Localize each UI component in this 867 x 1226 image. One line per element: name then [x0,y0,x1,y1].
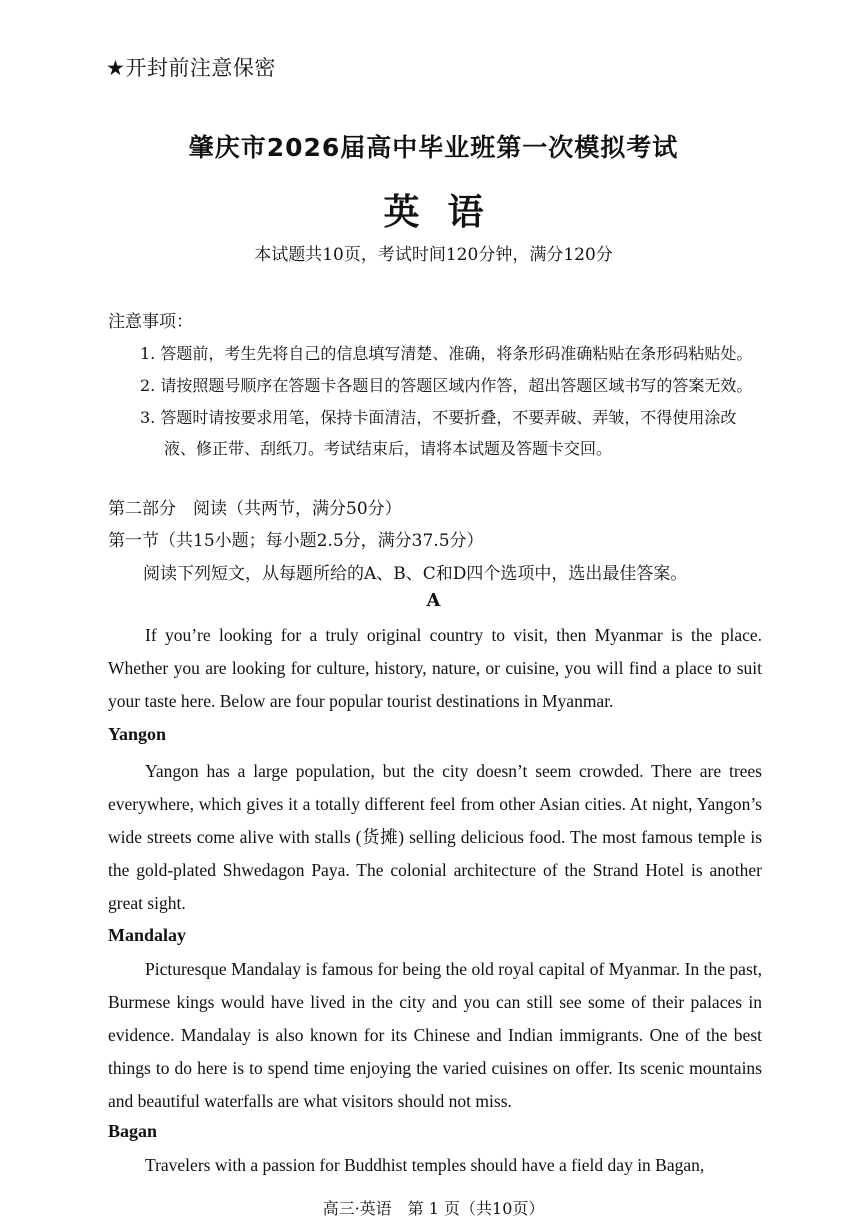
place-text-bagan: Travelers with a passion for Buddhist temples should have a field day in Bagan, [145,1155,705,1175]
note-item: 1. 答题前，考生先将自己的信息填写清楚、准确，将条形码准确粘贴在条形码粘贴处。 [140,344,753,363]
page-footer: 高三·英语 第 1 页（共10页） [322,1199,545,1218]
place-heading-bagan: Bagan [108,1121,158,1141]
note-item: 2. 请按照题号顺序在答题卡各题目的答题区域内作答，超出答题区域书写的答案无效。 [140,376,753,395]
exam-title: 肇庆市2026届高中毕业班第一次模拟考试 [188,133,679,162]
passage-label: A [426,590,441,611]
reading-instruction: 阅读下列短文，从每题所给的A、B、C和D四个选项中，选出最佳答案。 [143,564,688,584]
exam-info: 本试题共10页，考试时间120分钟，满分120分 [254,245,613,265]
note-item: 3. 答题时请按要求用笔，保持卡面清洁，不要折叠，不要弄破、弄皱，不得使用涂改 [140,408,737,427]
part-heading: 第二部分 阅读（共两节，满分50分） [108,499,402,519]
confidential-notice: ★开封前注意保密 [106,56,276,80]
note-item: 液、修正带、刮纸刀。考试结束后，请将本试题及答题卡交回。 [164,439,613,458]
section-heading: 第一节（共15小题；每小题2.5分，满分37.5分） [108,531,484,551]
notes-heading: 注意事项： [108,312,193,332]
place-heading-yangon: Yangon [108,724,167,744]
place-text-yangon: Yangon has a large population, but the city doesn’t seem crowded. There are trees everywhere, which gives it a totally different feel from other Asian cities. At night, Yangon’s wide streets come alive with stalls (货摊) selling delicious food. The most famous temple is the gold-plated Shwedagon Paya. The colonial architecture of the Strand Hotel is another great sight. [108,761,762,913]
subject-title: 英语 [383,191,512,233]
place-heading-mandalay: Mandalay [108,925,187,945]
passage-intro: If you’re looking for a truly original country to visit, then Myanmar is the place. Whether you are looking for culture, history, nature, or cuisine, you will find a place to suit your taste here. Below are four popular tourist destinations in Myanmar. [108,625,762,711]
place-text-mandalay: Picturesque Mandalay is famous for being the old royal capital of Myanmar. In the past, Burmese kings would have lived in the city and you can still see some of their palaces in evidence. Mandalay is also known for its Chinese and Indian immigrants. One of the best things to do here is to spend time enjoying the varied cuisines on offer. Its scenic mountains and beautiful waterfalls are what visitors should not miss. [108,959,762,1111]
